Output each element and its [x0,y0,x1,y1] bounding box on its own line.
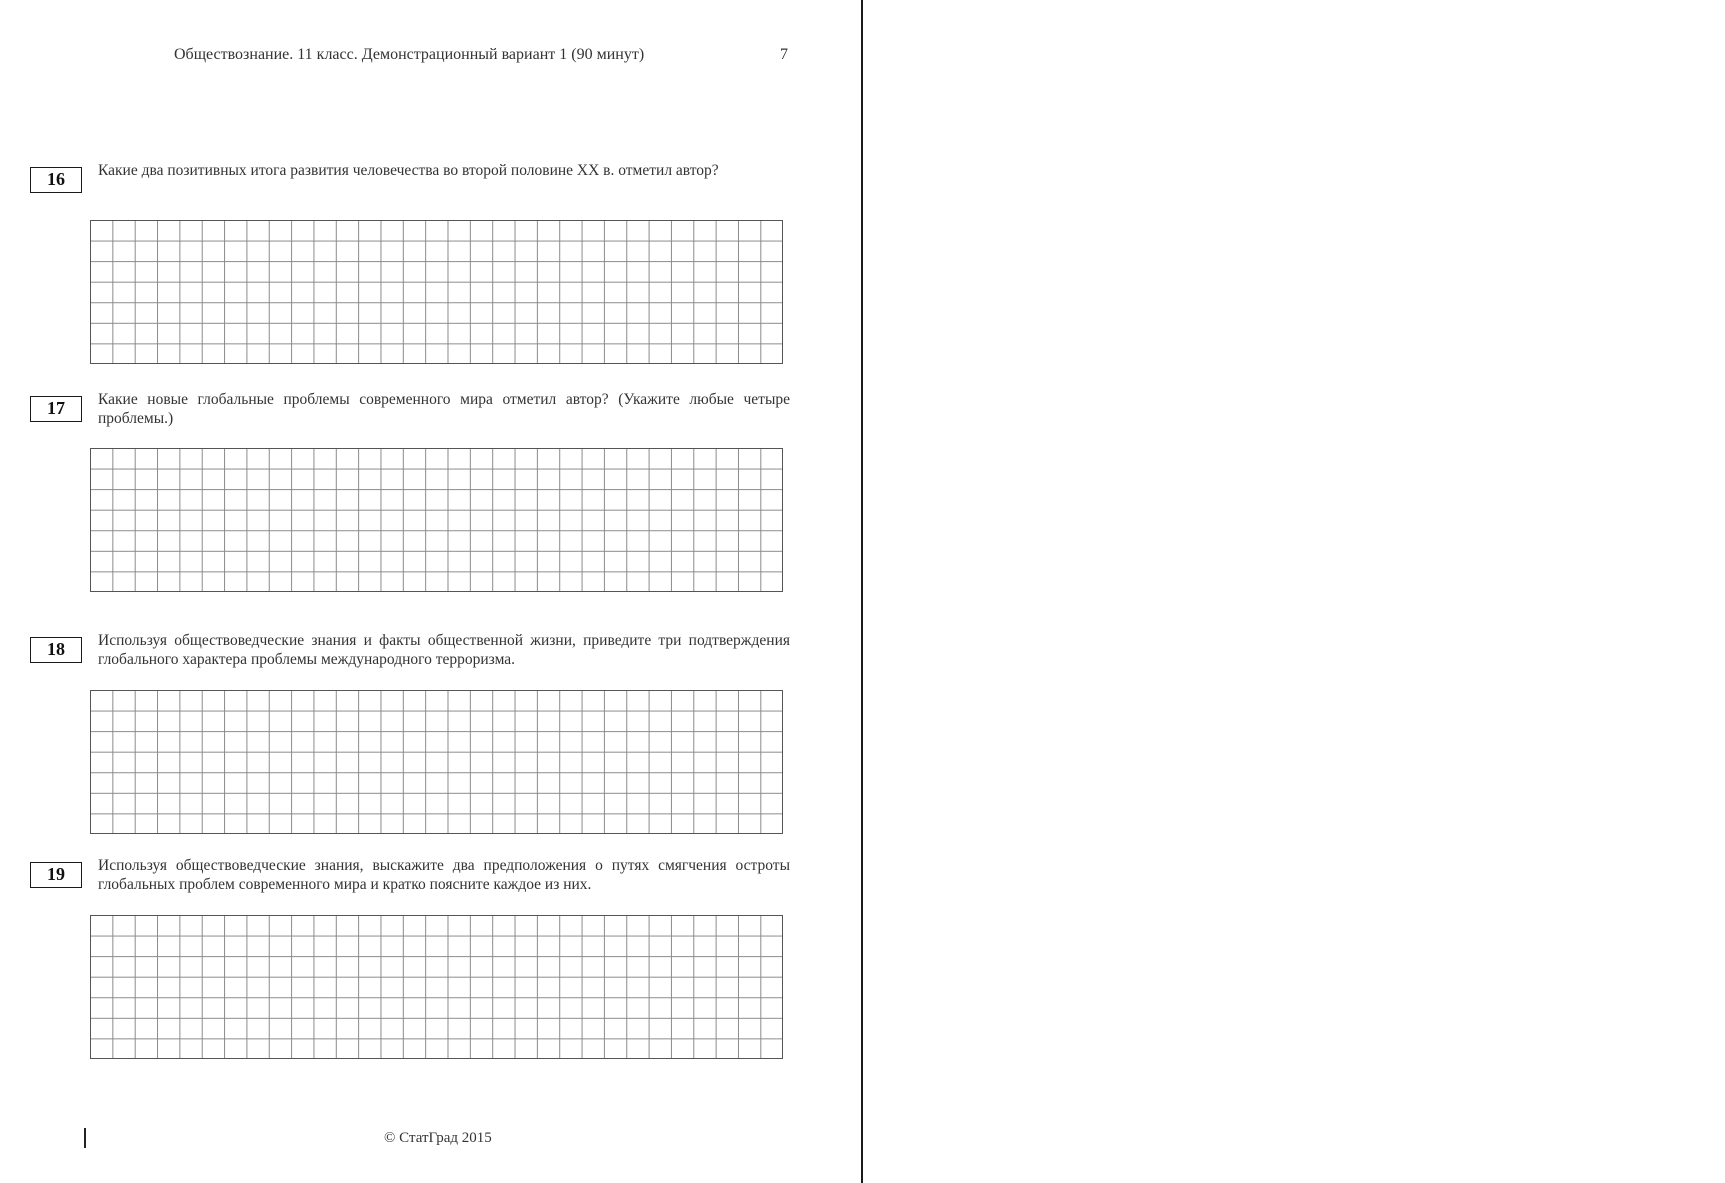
footer-copyright: © СтатГрад 2015 [384,1130,492,1146]
answer-grid[interactable] [90,220,783,364]
blank-facing-page [863,0,1725,1183]
task-number-box: 16 [30,167,82,193]
page-number: 7 [780,46,788,63]
footer-margin-mark [84,1128,86,1148]
page-header-title: Обществознание. 11 класс. Демонстрационный вариант 1 (90 минут) [174,46,645,63]
answer-grid[interactable] [90,915,783,1059]
answer-grid[interactable] [90,448,783,592]
task-question: Используя обществоведческие знания и факты общественной жизни, приведите три подтверждения глобального характера проблемы международного терроризма. [98,632,790,668]
task-question: Какие два позитивных итога развития человечества во второй половине XX в. отметил автор? [98,162,719,179]
task-number-box: 17 [30,396,82,422]
task-number-box: 19 [30,862,82,888]
task-number-box: 18 [30,637,82,663]
answer-grid[interactable] [90,690,783,834]
document-page [0,0,861,1183]
task-question: Используя обществоведческие знания, выскажите два предположения о путях смягчения остроты глобальных проблем современного мира и кратко поясните каждое из них. [98,857,790,893]
task-question: Какие новые глобальные проблемы современного мира отметил автор? (Укажите любые четыре проблемы.) [98,391,790,427]
